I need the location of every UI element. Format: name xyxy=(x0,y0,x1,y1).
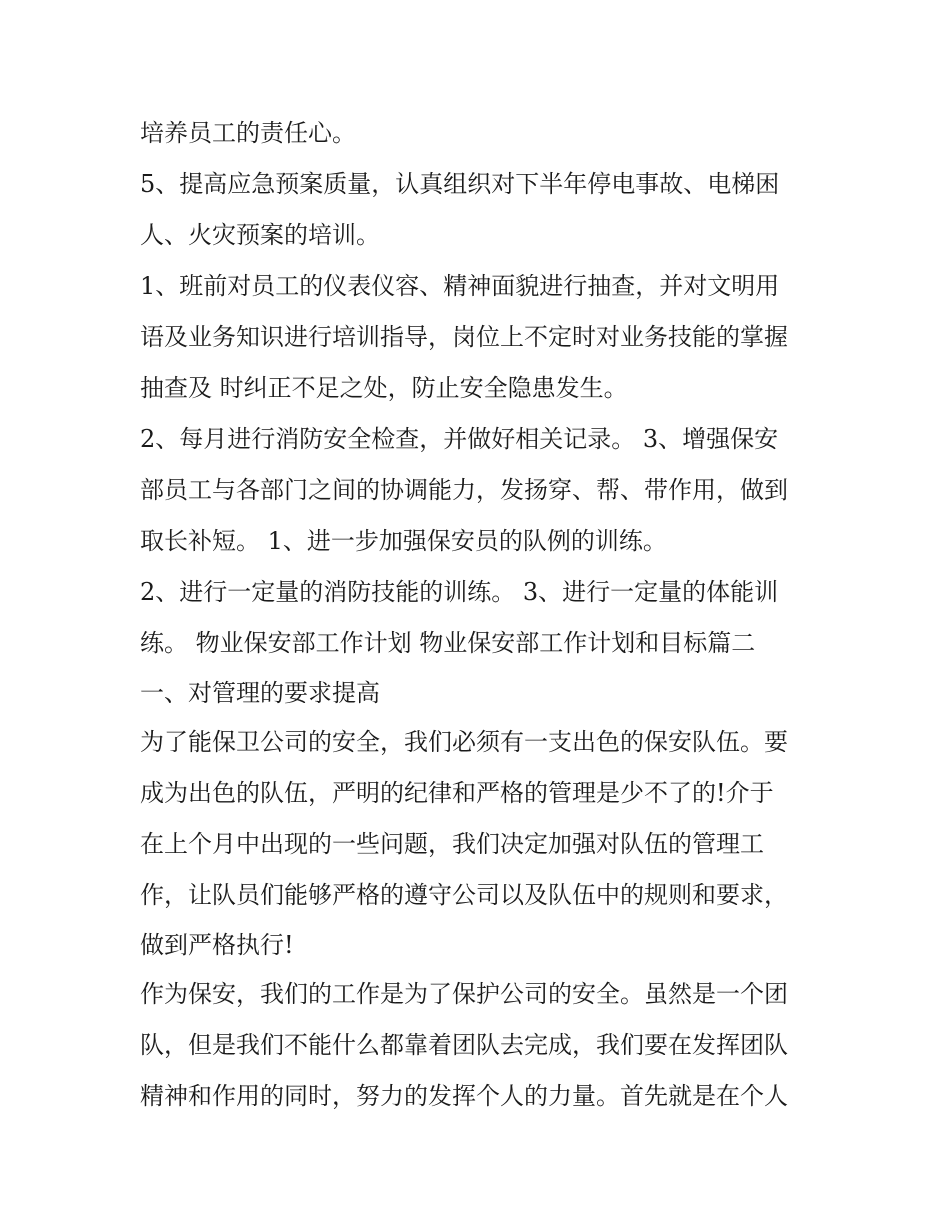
text-line: 1、班前对员工的仪表仪容、精神面貌进行抽查，并对文明用 xyxy=(140,272,780,300)
section-heading: 一、对管理的要求提高 xyxy=(140,679,380,707)
text-line: 取长补短。 1、进一步加强保安员的队例的训练。 xyxy=(140,527,667,555)
text-line: 5、提高应急预案质量，认真组织对下半年停电事故、电梯困 xyxy=(140,170,780,198)
text-line: 语及业务知识进行培训指导，岗位上不定时对业务技能的掌握 xyxy=(140,323,788,351)
text-line: 队，但是我们不能什么都靠着团队去完成，我们要在发挥团队 xyxy=(140,1031,788,1059)
text-line: 2、进行一定量的消防技能的训练。 3、进行一定量的体能训 xyxy=(140,578,779,606)
text-line: 作，让队员们能够严格的遵守公司以及队伍中的规则和要求， xyxy=(140,881,788,909)
text-line: 部员工与各部门之间的协调能力，发扬穿、帮、带作用，做到 xyxy=(140,476,788,504)
text-line: 练。 物业保安部工作计划 物业保安部工作计划和目标篇二 xyxy=(140,629,756,657)
text-line: 作为保安，我们的工作是为了保护公司的安全。虽然是一个团 xyxy=(140,980,788,1008)
text-line: 在上个月中出现的一些问题，我们决定加强对队伍的管理工 xyxy=(140,830,764,858)
document-body xyxy=(140,108,820,1122)
text-line: 精神和作用的同时，努力的发挥个人的力量。首先就是在个人 xyxy=(140,1082,788,1110)
text-line: 人、火灾预案的培训。 xyxy=(140,221,380,249)
text-line: 抽查及 时纠正不足之处，防止安全隐患发生。 xyxy=(140,374,628,402)
text-line: 成为出色的队伍，严明的纪律和严格的管理是少不了的!介于 xyxy=(140,779,774,807)
text-line: 培养员工的责任心。 xyxy=(140,119,356,147)
text-line: 2、每月进行消防安全检查，并做好相关记录。 3、增强保安 xyxy=(140,425,779,453)
text-line: 做到严格执行! xyxy=(140,931,294,959)
text-line: 为了能保卫公司的安全，我们必须有一支出色的保安队伍。要 xyxy=(140,728,788,756)
